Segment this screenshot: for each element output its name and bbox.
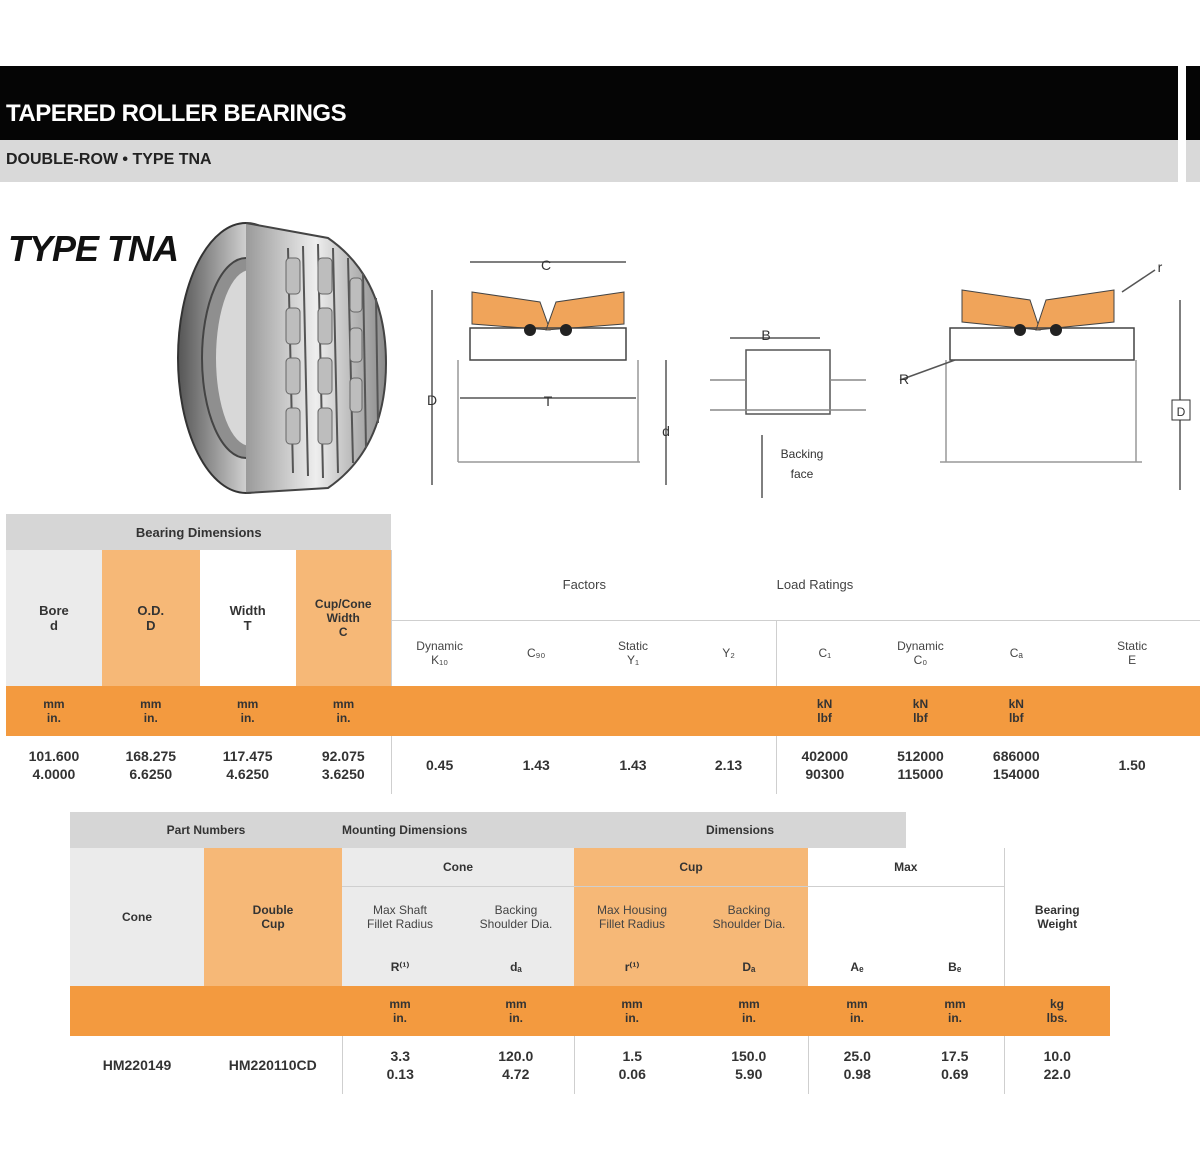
sym-r: R⁽¹⁾	[342, 948, 458, 986]
bearing-photo	[168, 218, 398, 508]
technical-drawings	[410, 240, 1200, 510]
label-bore: d	[662, 423, 670, 439]
header-subbar	[0, 140, 1178, 182]
sub-max: Max	[808, 848, 1004, 886]
sym-r2: r⁽¹⁾	[574, 948, 690, 986]
sym-db: Dₐ	[690, 948, 808, 986]
cross-section-drawing-1	[427, 257, 670, 485]
label-r: r	[1157, 259, 1163, 275]
col-cup-width: Cup/Cone Width C	[296, 550, 392, 686]
col-width: Width T	[200, 550, 296, 686]
factors-header	[391, 550, 776, 620]
load-ratings-label: Load Ratings	[776, 577, 854, 593]
col-bore: Bore d	[6, 550, 102, 686]
header-subtitle: DOUBLE-ROW • TYPE TNA	[6, 151, 212, 168]
mounting-dimensions-table	[70, 812, 1110, 1094]
sym-c90: C₉₀	[487, 620, 585, 686]
sym-y1: Static Y₁	[585, 620, 681, 686]
sym-ca: Cₐ	[968, 620, 1064, 686]
sym-y2: Y₂	[681, 620, 777, 686]
section-title: TYPE TNA	[8, 228, 179, 269]
units-row: mm in. mm in. mm in. mm in. kN lbf kN lbf kN lbf	[6, 686, 1200, 736]
sym-e: Static E	[1064, 620, 1200, 686]
bearing-dimensions-table	[6, 514, 1200, 794]
sub-cup: Cup	[574, 848, 808, 886]
sym-k10: Dynamic K₁₀	[391, 620, 487, 686]
header-title: TAPERED ROLLER BEARINGS	[6, 100, 347, 127]
factors-label: Factors	[562, 577, 606, 593]
cup-shoulder: Backing Shoulder Dia.	[690, 886, 808, 948]
cup-fillet: Max Housing Fillet Radius	[574, 886, 690, 948]
cross-section-drawing-2	[710, 327, 866, 498]
cross-section-drawing-3	[899, 259, 1190, 490]
header-bar	[0, 66, 1178, 140]
label-t: T	[543, 393, 553, 409]
sym-da: dₐ	[458, 948, 574, 986]
label-b: B	[761, 327, 771, 343]
col-od: O.D. D	[102, 550, 200, 686]
cone-fillet: Max Shaft Fillet Radius	[342, 886, 458, 948]
sym-a2: Bₑ	[906, 948, 1004, 986]
label-c: C	[540, 257, 552, 273]
label-da: D	[1176, 405, 1186, 419]
sym-c1: C₁	[777, 620, 873, 686]
cone-shoulder: Backing Shoulder Dia.	[458, 886, 574, 948]
table-row: HM220149 HM220110CD 3.3 0.13 120.0 4.72 1.5 0.06 150.0 5.90 25.0 0.98 17.5 0.69 10.0 22.0	[70, 1036, 1110, 1094]
col-weight: Bearing Weight	[1004, 848, 1110, 986]
group-bearing-dimensions: Bearing Dimensions	[6, 514, 391, 550]
group-dimensions: Dimensions	[574, 812, 906, 848]
table-row: 101.600 4.0000 168.275 6.6250 117.475 4.6250 92.075 3.6250 0.45 1.43 1.43 2.13 402000 90300 512000 115000 686000 154000 1.50	[6, 736, 1200, 794]
sub-cone: Cone	[342, 848, 574, 886]
group-mounting: Mounting Dimensions	[342, 812, 574, 848]
col-double-cup: Double Cup	[204, 848, 342, 986]
load-ratings-header	[777, 550, 1200, 620]
sym-a1: Aₑ	[808, 948, 906, 986]
label-backing: Backing	[780, 447, 824, 461]
sym-c0: Dynamic C₀	[873, 620, 969, 686]
col-cone: Cone	[70, 848, 204, 986]
group-part-numbers: Part Numbers	[70, 812, 342, 848]
units-row: mm in. mm in. mm in. mm in. mm in. mm in. kg lbs.	[70, 986, 1110, 1036]
edge-strip-grey	[1186, 140, 1200, 182]
label-face: face	[790, 467, 814, 481]
label-r-cone: R	[898, 371, 910, 387]
label-d: D	[426, 392, 438, 408]
